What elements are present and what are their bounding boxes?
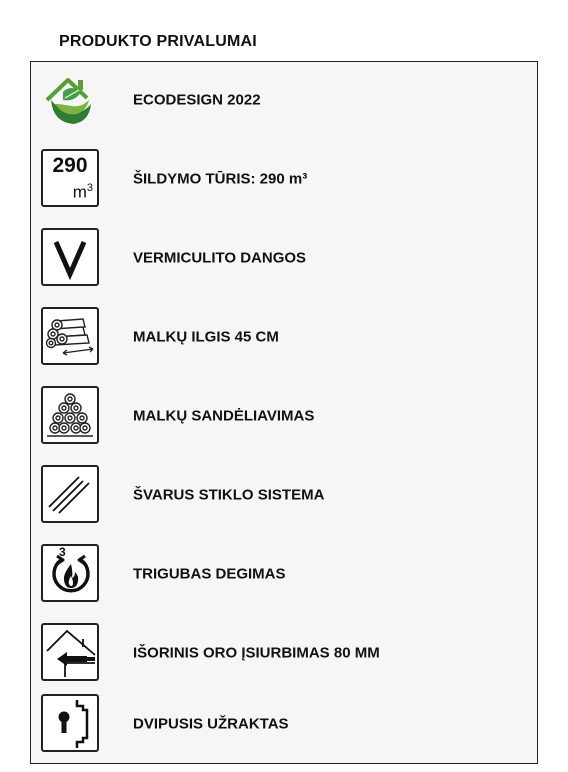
feature-row-log-storage: [41, 386, 521, 446]
feature-row-ecodesign: [41, 70, 521, 130]
feature-label: ŠILDYMO TŪRIS: 290 m³: [133, 170, 308, 188]
clean-glass-icon: [41, 465, 99, 523]
feature-row-log-length: [41, 307, 521, 367]
heating-volume-icon: [41, 149, 99, 207]
triple-combustion-icon: [41, 544, 99, 602]
feature-label: VERMICULITO DANGOS: [133, 249, 307, 267]
feature-label: TRIGUBAS DEGIMAS: [133, 565, 286, 583]
triple-badge: 3: [59, 545, 66, 559]
log-length-icon: [41, 307, 99, 365]
double-lock-icon: [41, 694, 99, 752]
features-panel: [30, 61, 538, 764]
feature-label: DVIPUSIS UŽRAKTAS: [133, 715, 289, 733]
feature-row-vermiculite: [41, 228, 521, 288]
feature-label: IŠORINIS ORO ĮSIURBIMAS 80 MM: [133, 644, 380, 662]
feature-label: ECODESIGN 2022: [133, 91, 261, 109]
feature-row-clean-glass: [41, 465, 521, 525]
volume-unit: $m^3$: [72, 182, 93, 202]
feature-label: MALKŲ ILGIS 45 CM: [133, 328, 279, 346]
feature-row-triple-combustion: [41, 544, 521, 604]
feature-row-double-lock: [41, 694, 521, 754]
feature-row-external-air: [41, 623, 521, 683]
feature-label: MALKŲ SANDĖLIAVIMAS: [133, 407, 315, 425]
vermiculite-v-icon: [41, 228, 99, 286]
feature-row-heating-volume: [41, 149, 521, 209]
ecodesign-house-leaf-icon: [41, 70, 99, 128]
volume-value: 290: [52, 154, 88, 177]
external-air-intake-icon: [41, 623, 99, 681]
page-title: PRODUKTO PRIVALUMAI: [59, 33, 257, 50]
feature-label: ŠVARUS STIKLO SISTEMA: [133, 486, 325, 504]
log-storage-icon: [41, 386, 99, 444]
